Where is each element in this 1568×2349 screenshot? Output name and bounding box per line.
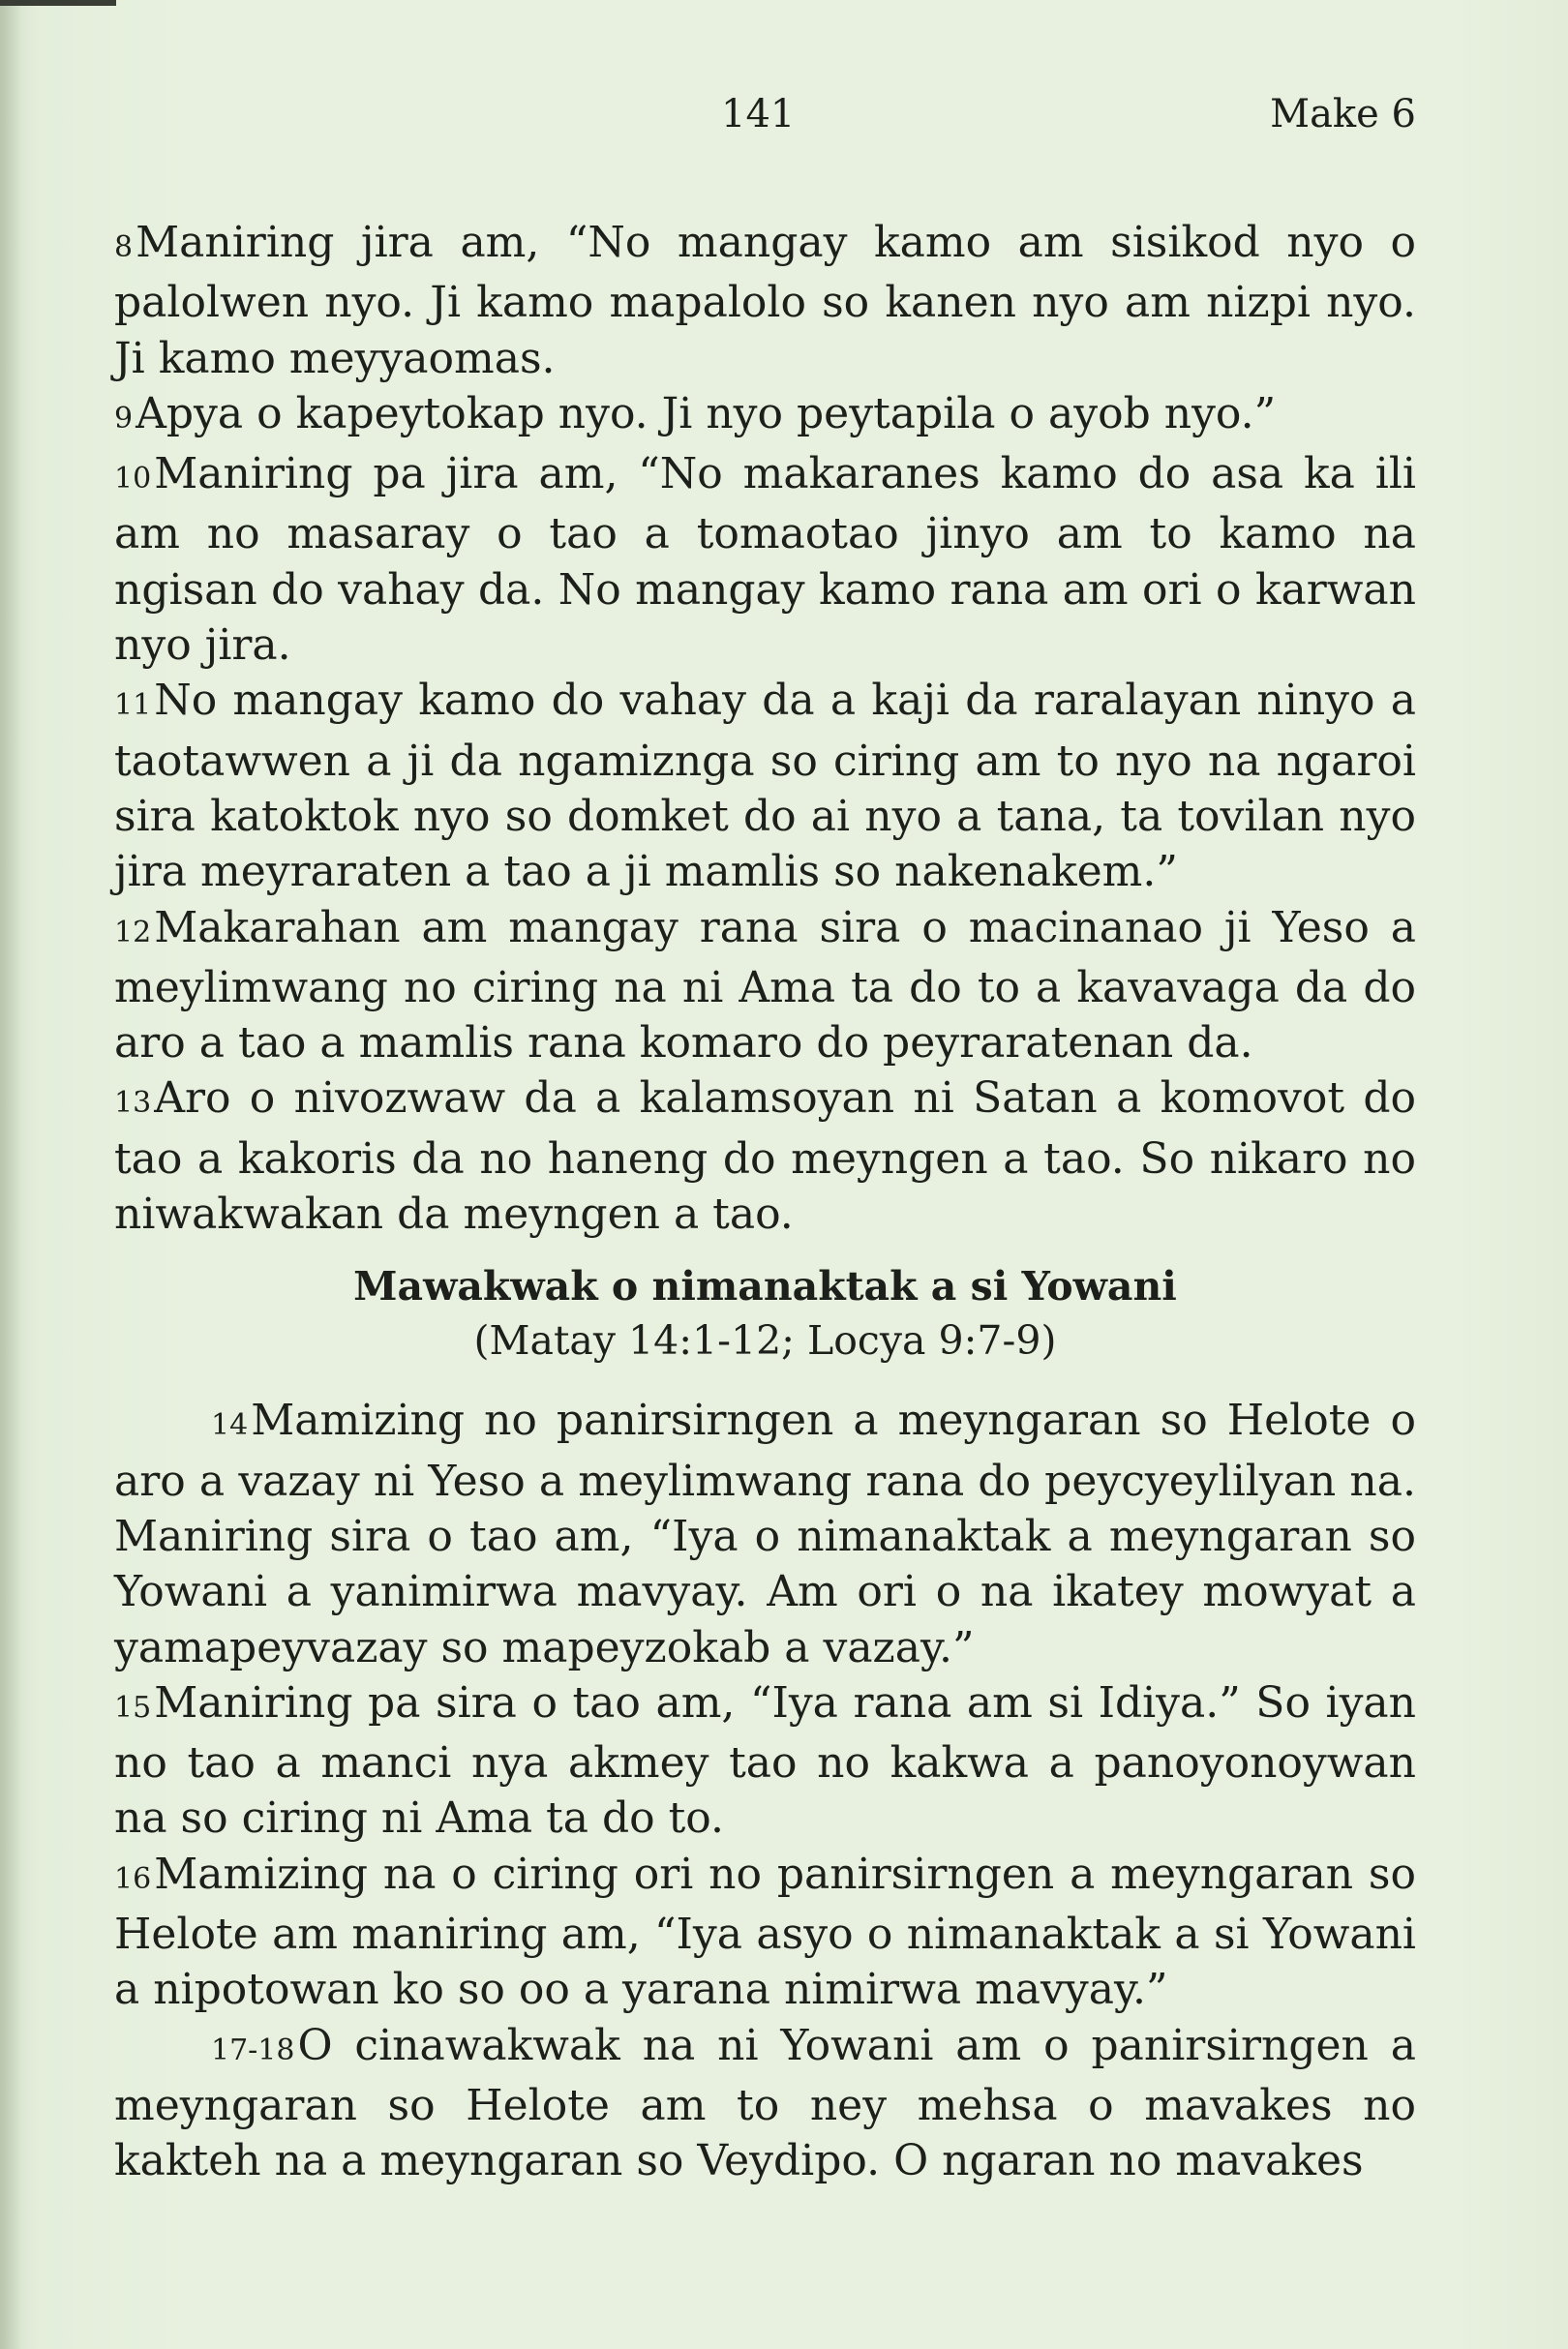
- verse-text: Apya o kapeytokap nyo. Ji nyo peytapila o ayob nyo.”: [136, 388, 1277, 438]
- verse: [114, 215, 1416, 386]
- verse: [114, 1070, 1416, 1242]
- verse: [114, 900, 1416, 1071]
- verse-text: Makarahan am mangay rana sira o macinanao ji Yeso a meylimwang no ciring na ni Ama ta do to a kavavaga da do aro a tao a mamlis rana komaro do peyraratenan da.: [114, 902, 1416, 1069]
- verse-text: Maniring jira am, “No mangay kamo am sisikod nyo o palolwen nyo. Ji kamo mapalolo so kanen nyo am nizpi nyo. Ji kamo meyyaomas.: [114, 218, 1416, 383]
- verse: [114, 446, 1416, 673]
- verse-text: Maniring pa jira am, “No makaranes kamo do asa ka ili am no masaray o tao a tomaotao jinyo am to kamo na ngisan do vahay da. No mangay kamo rana am ori o karwan nyo jira.: [114, 449, 1416, 671]
- body-text: [114, 215, 1416, 2189]
- verse-number: 10: [114, 462, 152, 497]
- verse: [114, 1393, 1416, 1674]
- running-head: Make 6: [1270, 92, 1416, 136]
- verse: [114, 1847, 1416, 2018]
- verse: [114, 673, 1416, 899]
- section-reference: (Matay 14:1-12; Locya 9:7-9): [473, 1317, 1057, 1365]
- verse: [114, 386, 1416, 446]
- page-edge: [0, 0, 116, 6]
- verse-text: No mangay kamo do vahay da a kaji da raralayan ninyo a taotawwen a ji da ngamiznga so ciring am to nyo na ngaroi sira katoktok nyo so domket do ai nyo a tana, ta tovilan nyo jira meyraraten a tao a ji mamlis so nakenakem.”: [114, 676, 1416, 897]
- verse-text: Mamizing na o ciring ori no panirsirngen a meyngaran so Helote am maniring am, “Iya asyo o nimanaktak a si Yowani a nipotowan ko so oo a yarana nimirwa mavyay.”: [114, 1849, 1416, 2015]
- page-number: 141: [721, 92, 796, 136]
- verse: [114, 2018, 1416, 2189]
- verse-text: Mamizing no panirsirngen a meyngaran so Helote o aro a vazay ni Yeso a meylimwang rana do peycyeylilyan na. Maniring sira o tao am, “Iya o nimanaktak a meyngaran so Yowani a yanimirwa mavyay. Am ori o na ikatey mowyat a yamapeyvazay so mapeyzokab a vazay.”: [114, 1396, 1416, 1672]
- verse-text: Maniring pa sira o tao am, “Iya rana am si Idiya.” So iyan no tao a manci nya akmey tao no kakwa a panoyonoywan na so ciring ni Ama ta do to.: [114, 1677, 1416, 1844]
- verse-number: 13: [114, 1086, 152, 1121]
- section-heading: Mawakwak o nimanaktak a si Yowani: [353, 1263, 1177, 1310]
- page-header: [0, 92, 1568, 150]
- verse-number: 14: [211, 1408, 249, 1443]
- verse: [114, 1675, 1416, 1847]
- verse-number: 11: [114, 688, 152, 723]
- verse-text: O cinawakwak na ni Yowani am o panirsirngen a meyngaran so Helote am to ney mehsa o mavakes no kakteh na a meyngaran so Veydipo. O ngaran no mavakes: [114, 2020, 1416, 2186]
- gutter-shadow: [0, 0, 21, 2349]
- verse-number: 15: [114, 1690, 152, 1725]
- verse-number: 9: [114, 401, 134, 436]
- verse-number: 8: [114, 230, 134, 264]
- verse-number: 12: [114, 915, 152, 949]
- verse-number: 16: [114, 1861, 152, 1896]
- verse-text: Aro o nivozwaw da a kalamsoyan ni Satan a komovot do tao a kakoris da no haneng do meyngen a tao. So nikaro no niwakwakan da meyngen a tao.: [114, 1073, 1416, 1240]
- verse-number: 17-18: [211, 2033, 295, 2067]
